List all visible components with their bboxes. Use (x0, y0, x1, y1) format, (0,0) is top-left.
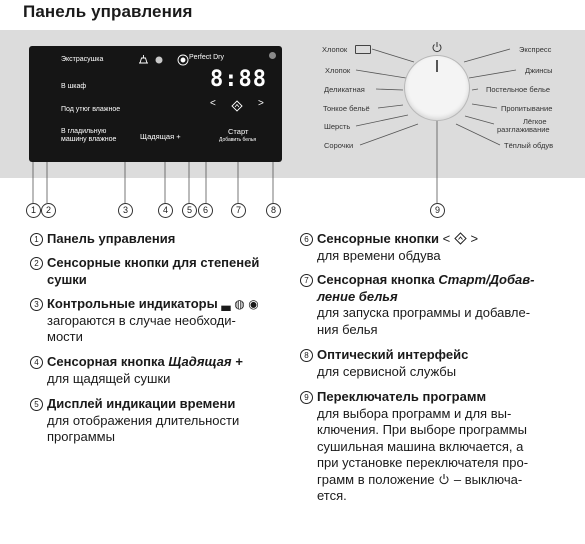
arrow-right-icon[interactable]: > (258, 98, 264, 109)
item-7: 7 Сенсорная кнопка Старт/Добав- ление белья для запуска программы и добавле- ния белья (300, 272, 580, 338)
item-5: 5 Дисплей индикации времени для отображения длительности программы (30, 396, 295, 446)
gentle-button[interactable]: Щадящая + (140, 132, 181, 141)
item-8: 8 Оптический интерфейс для сервисной службы (300, 347, 580, 380)
callout-9: 9 (430, 203, 445, 218)
start-button[interactable]: Старт (228, 127, 249, 136)
callout-2: 2 (41, 203, 56, 218)
filter-icon (156, 57, 163, 64)
item-1: 1 Панель управления (30, 231, 295, 248)
program-light-smooth-2: разглаживание (497, 125, 550, 134)
option-ironer-damp-2: машину влажное (61, 136, 117, 143)
power-icon (431, 41, 443, 53)
callout-3: 3 (118, 203, 133, 218)
container-icon: ▃ (221, 297, 231, 311)
option-ironer-damp-1[interactable]: В гладильную (61, 128, 107, 135)
optical-interface (269, 52, 276, 59)
container-icon (139, 55, 148, 63)
arrow-left-icon[interactable]: < (210, 98, 216, 109)
option-cupboard[interactable]: В шкаф (61, 83, 87, 90)
program-shirts: Сорочки (324, 141, 354, 150)
time-display: 8:88 (210, 67, 267, 92)
filter-icon: ◍ (234, 297, 245, 311)
fan-time-icon[interactable] (231, 100, 243, 112)
callout-4: 4 (158, 203, 173, 218)
power-icon (438, 473, 450, 485)
arrow-left-icon: < (442, 231, 451, 246)
program-jeans: Джинсы (525, 66, 553, 75)
program-bedding: Постельное белье (486, 85, 551, 94)
indicator-icons (137, 52, 197, 68)
perfect-dry-label: Perfect Dry (189, 54, 225, 61)
program-cotton-1: Хлопок (322, 45, 348, 54)
program-fine-linen: Тонкое бельё (323, 104, 370, 113)
page-title: Панель управления (23, 2, 193, 21)
callout-5: 5 (182, 203, 197, 218)
program-delicate: Деликатная (324, 85, 365, 94)
item-3: 3 Контрольные индикаторы ▃ ◍ ◉ загораются в случае необходи- мости (30, 296, 295, 346)
knob-marker (436, 60, 438, 72)
callout-8: 8 (266, 203, 281, 218)
program-light-smooth-1: Лёгкое (523, 117, 547, 126)
callout-6: 6 (198, 203, 213, 218)
item-2: 2 Сенсорные кнопки для степеней сушки (30, 255, 295, 288)
option-iron-damp[interactable]: Под утюг влажное (61, 106, 121, 113)
start-sub-label: Добавить белья (219, 137, 257, 143)
program-warm-air: Тёплый обдув (504, 141, 554, 150)
callout-7: 7 (231, 203, 246, 218)
cupboard-icon (355, 45, 371, 54)
perfect-dry-icon: ◉ (248, 297, 259, 311)
program-proofing: Пропитывание (501, 104, 553, 113)
item-6: 6 Сенсорные кнопки < > для времени обдува (300, 231, 580, 264)
fan-time-icon (454, 232, 467, 245)
item-9: 9 Переключатель программ для выбора программ и для вы- ключения. При выборе программы сушильная машина включается, а при установке переключателя про- грамм в положение – выключа- ется. (300, 389, 580, 505)
item-4: 4 Сенсорная кнопка Щадящая + для щадящей сушки (30, 354, 295, 387)
arrow-right-icon: > (470, 231, 479, 246)
callout-1: 1 (26, 203, 41, 218)
option-extra-dry[interactable]: Экстрасушка (61, 56, 104, 63)
program-express: Экспресс (519, 45, 552, 54)
program-wool: Шерсть (324, 122, 351, 131)
program-cotton-2: Хлопок (325, 66, 351, 75)
